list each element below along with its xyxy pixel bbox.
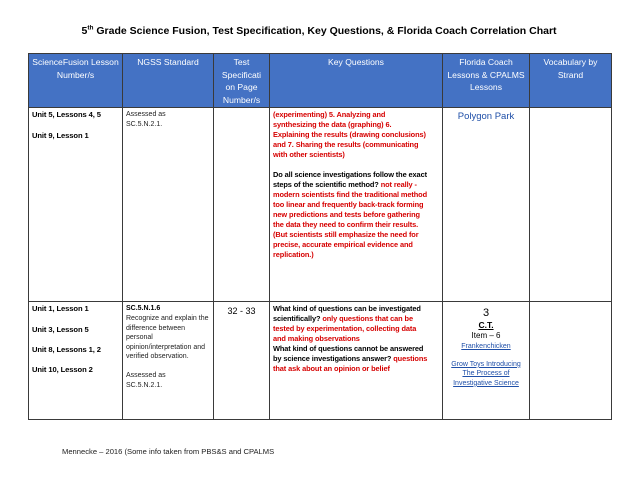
ngss-cell [123, 108, 214, 302]
key-question-answer: only questions that can be tested by experimentation, collecting data and making observations [273, 314, 417, 344]
key-question-answer: questions that ask about an opinion or belief [273, 354, 428, 374]
polygon-park-link[interactable]: Polygon Park [457, 111, 515, 123]
grow-toys-link[interactable]: Grow Toys Introducing The Process of Investigative Science [451, 360, 521, 387]
header-florida-coach: Florida Coach Lessons & CPALMS Lessons [443, 54, 530, 108]
key-question-text: What kind of questions cannot be answered by science investigations answer? [273, 344, 424, 364]
frankenchicken-link[interactable]: Frankenchicken [461, 343, 511, 351]
test-spec-page-cell [214, 108, 270, 302]
unit-lesson-text: Unit 10, Lesson 2 [32, 364, 93, 374]
key-question-text: Do all science investigations follow the exact steps of the scientific method? [273, 170, 427, 190]
lesson-cell [29, 302, 123, 420]
header-sciencefusion-lesson: ScienceFusion Lesson Number/s [29, 54, 123, 108]
table-row [29, 108, 612, 302]
correlation-table [28, 53, 612, 420]
florida-coach-cell [443, 302, 530, 420]
ngss-assessed-text: Assessed as [126, 111, 166, 119]
key-question-answer: (experimenting) 5. Analyzing and synthesizing the data (graphing) 6. Explaining the results (drawing conclusions) and 7. Sharing the results (communicating with other scientists) [273, 110, 426, 160]
ngss-code: SC.5.N.1.6 [126, 305, 161, 313]
key-question-block [273, 170, 428, 260]
key-question-block [273, 304, 428, 344]
header-key-questions: Key Questions [270, 54, 443, 108]
unit-lesson-text: Unit 8, Lessons 1, 2 [32, 344, 101, 354]
lesson-cell [29, 108, 123, 302]
ngss-description: Recognize and explain the difference between personal opinion/interpretation and verified observation. [126, 314, 209, 361]
header-row [29, 54, 612, 108]
key-question-text: What kind of questions can be investigated scientifically? [273, 304, 421, 324]
key-question-block [273, 344, 428, 374]
page-title: 5th Grade Science Fusion, Test Specification, Key Questions, & Florida Coach Correlation Chart [81, 24, 557, 37]
test-spec-page-cell: 32 - 33 [214, 302, 270, 420]
florida-coach-cell [443, 108, 530, 302]
unit-lesson-text: Unit 5, Lessons 4, 5 [32, 110, 101, 120]
header-ngss-standard: NGSS Standard [123, 54, 214, 108]
ngss-assessed-code: SC.5.N.2.1. [126, 120, 163, 128]
footer-credit: Mennecke – 2016 (Some info taken from PBS&S and CPALMS [62, 447, 275, 456]
header-test-spec-page: Test Specificati on Page Number/s [214, 54, 270, 108]
unit-lesson-text: Unit 1, Lesson 1 [32, 304, 89, 314]
coach-item-label: Item – 6 [471, 331, 501, 341]
unit-lesson-text: Unit 9, Lesson 1 [32, 130, 89, 140]
ngss-assessed-code: SC.5.N.2.1. [126, 381, 163, 389]
coach-lesson-number: 3 [482, 307, 490, 320]
vocabulary-cell [530, 108, 612, 302]
table-row [29, 302, 612, 420]
unit-lesson-text: Unit 3, Lesson 5 [32, 324, 89, 334]
key-questions-cell [270, 302, 443, 420]
ngss-assessed-text: Assessed as [126, 371, 166, 379]
vocabulary-cell [530, 302, 612, 420]
ngss-cell [123, 302, 214, 420]
key-questions-cell [270, 108, 443, 302]
header-vocabulary: Vocabulary by Strand [530, 54, 612, 108]
key-question-answer: not really - modern scientists find the traditional method too linear and frequently back-track forming new predictions and tests before gathering the data they need to confirm their results. (But scientists still emphasize the need for precise, accurate empirical evidence and replication.) [273, 180, 428, 260]
coach-ct-label: C.T. [478, 320, 494, 331]
